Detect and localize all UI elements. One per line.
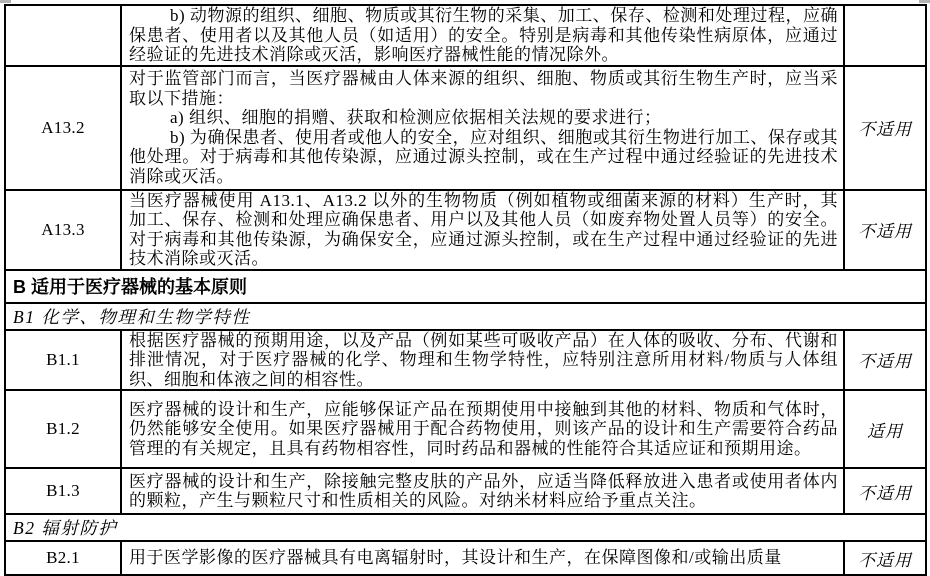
item-id-cell bbox=[5, 5, 121, 66]
item-id-cell: B1.1 bbox=[5, 330, 121, 391]
paragraph: 对于监管部门而言，当医疗器械由人体来源的组织、细胞、物质或其衍生物生产时，应当采取以下措施： bbox=[129, 69, 838, 108]
item-id-cell: B1.3 bbox=[5, 468, 121, 514]
item-id-cell: B1.2 bbox=[5, 390, 121, 468]
paragraph: 根据医疗器械的预期用途，以及产品（例如某些可吸收产品）在人体的吸收、分布、代谢和排泄情况，对于医疗器械的化学、物理和生物学特性，应特别注意所用材料/物质与人体组织、细胞和体液之间的相容性。 bbox=[129, 330, 838, 389]
item-content-cell bbox=[121, 5, 844, 66]
paragraph: b) 为确保患者、使用者或他人的安全，应对组织、细胞或其衍生物进行加工、保存或其他处理。对于病毒和其他传染源，应通过源头控制，或在生产过程中通过经验证的先进技术消除或灭活。 bbox=[129, 127, 838, 186]
paragraph: 医疗器械的设计和生产，除接触完整皮肤的产品外，应适当降低释放进入患者或使用者体内的颗粒，产生与颗粒尺寸和性质相关的风险。对纳米材料应给予重点关注。 bbox=[129, 471, 838, 510]
table-row-b1-1 bbox=[5, 330, 926, 391]
paragraph: 用于医学影像的医疗器械具有电离辐射时，其设计和生产，在保障图像和/或输出质量 bbox=[129, 548, 782, 568]
section-row-b1 bbox=[5, 303, 926, 330]
item-content-cell bbox=[121, 190, 844, 270]
applicability-cell: 适用 bbox=[844, 390, 926, 468]
table-row-continuation bbox=[5, 5, 926, 66]
applicability-cell bbox=[844, 5, 926, 66]
section-header-cell: B1 化学、物理和生物学特性 bbox=[5, 303, 926, 330]
paragraph: 医疗器械的设计和生产，应能够保证产品在预期使用中接触到其他的材料、物质和气体时，仍然能够安全使用。如果医疗器械用于配合药物使用，则该产品的设计和生产需要符合药品管理的有关规定，且具有药物相容性，同时药品和器械的性能符合其适应证和预期用途。 bbox=[129, 399, 838, 458]
applicability-cell: 不适用 bbox=[844, 541, 926, 575]
page-crop-mark-left bbox=[0, 0, 11, 3]
applicability-cell: 不适用 bbox=[844, 66, 926, 190]
table-row-a13-3 bbox=[5, 190, 926, 270]
item-content-cell bbox=[121, 330, 844, 391]
item-id-cell: A13.3 bbox=[5, 190, 121, 270]
table-row-b2-1 bbox=[5, 541, 926, 575]
item-content-cell bbox=[121, 468, 844, 514]
section-row-b2 bbox=[5, 514, 926, 541]
paragraph: a) 组织、细胞的捐赠、获取和检测应依据相关法规的要求进行； bbox=[170, 108, 662, 127]
applicability-cell: 不适用 bbox=[844, 468, 926, 514]
item-content-cell bbox=[121, 541, 844, 575]
item-content-cell bbox=[121, 66, 844, 190]
page-crop-mark-right bbox=[919, 0, 930, 3]
table-row-b1-2 bbox=[5, 390, 926, 468]
item-id-cell: A13.2 bbox=[5, 66, 121, 190]
item-id-cell: B2.1 bbox=[5, 541, 121, 575]
section-header-cell: B2 辐射防护 bbox=[5, 514, 926, 541]
section-row-b bbox=[5, 270, 926, 303]
table-row-b1-3 bbox=[5, 468, 926, 514]
section-header-cell: B 适用于医疗器械的基本原则 bbox=[5, 270, 926, 303]
essential-principles-table bbox=[4, 4, 927, 576]
paragraph: b) 动物源的组织、细胞、物质或其衍生物的采集、加工、保存、检测和处理过程，应确保患者、使用者以及其他人员（如适用）的安全。特别是病毒和其他传染性病原体，应通过经验证的先进技术消除或灭活，影响医疗器械性能的情况除外。 bbox=[129, 6, 838, 64]
applicability-cell: 不适用 bbox=[844, 330, 926, 391]
item-content-cell bbox=[121, 390, 844, 468]
paragraph: 当医疗器械使用 A13.1、A13.2 以外的生物物质（例如植物或细菌来源的材料）生产时，其加工、保存、检测和处理应确保患者、用户以及其他人员（如废弃物处置人员等）的安全。对于病毒和其他传染源，为确保安全，应通过源头控制，或在生产过程中通过经验证的先进技术消除或灭活。 bbox=[129, 190, 838, 268]
table-row-a13-2 bbox=[5, 66, 926, 190]
applicability-cell: 不适用 bbox=[844, 190, 926, 270]
